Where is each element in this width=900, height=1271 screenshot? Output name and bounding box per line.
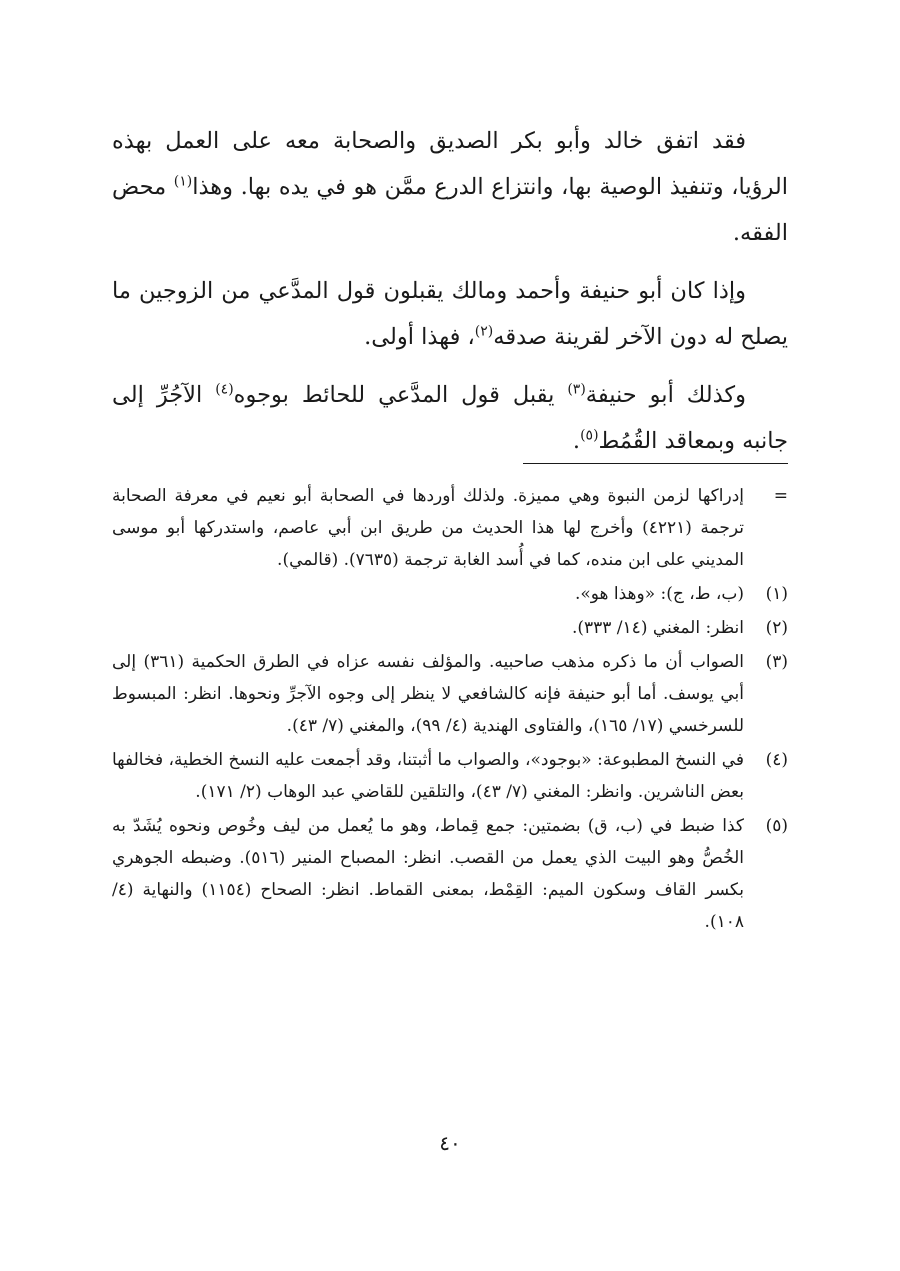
footnote-marker: (٢) <box>765 618 788 638</box>
paragraph-2-text: وإذا كان أبو حنيفة وأحمد ومالك يقبلون قول المدَّعي من الزوجين ما يصلح له دون الآخر لقرينة صدقه <box>112 278 788 350</box>
paragraph-3-part-c: الآجُرِّ إلى جانبه وبمعاقد القُمُط <box>112 382 788 454</box>
paragraph-1-tail: محض الفقه. <box>112 174 788 246</box>
footnote-continuation <box>112 480 788 576</box>
footnote-text: (ب، ط، ج): «وهذا هو». <box>574 584 744 604</box>
footnote-text: إدراكها لزمن النبوة وهي مميزة. ولذلك أوردها في الصحابة أبو نعيم في معرفة الصحابة ترجمة (٤٢٢١) وأخرج لها هذا الحديث من طريق ابن أبي عاصم، واستدركها أبو موسى المديني على ابن منده، كما في أُسد الغابة ترجمة (٧٦٣٥). (قالمي). <box>112 486 744 570</box>
footnote-text: الصواب أن ما ذكره مذهب صاحبيه. والمؤلف نفسه عزاه في الطرق الحكمية (٣٦١) إلى أبي يوسف. أما أبو حنيفة فإنه كالشافعي لا ينظر إلى وجوه الآجرِّ ونحوها. انظر: المبسوط للسرخسي (١٧/ ١٦٥)، والفتاوى الهندية (٤/ ٩٩)، والمغني (٧/ ٤٣). <box>112 652 745 736</box>
footnote-marker: (٤) <box>765 750 788 770</box>
footnote-ref-4: (٤) <box>215 381 234 398</box>
footnote-ref-3: (٣) <box>567 381 586 398</box>
footnote-1 <box>112 578 788 610</box>
footnote-ref-5: (٥) <box>580 427 599 444</box>
footnote-separator <box>523 463 788 464</box>
footnote-text: في النسخ المطبوعة: «بوجود»، والصواب ما أثبتنا، وقد أجمعت عليه النسخ الخطية، فخالفها بعض الناشرين. وانظر: المغني (٧/ ٤٣)، والتلقين للقاضي عبد الوهاب (٢/ ١٧١). <box>112 750 744 802</box>
page-number: ٤٠ <box>439 1131 461 1155</box>
main-text <box>112 118 788 464</box>
paragraph-1 <box>112 118 788 256</box>
paragraph-2-tail: ، فهذا أولى. <box>364 324 475 350</box>
footnote-marker: (٣) <box>765 652 788 672</box>
paragraph-1-text: فقد اتفق خالد وأبو بكر الصديق والصحابة معه على العمل بهذه الرؤيا، وتنفيذ الوصية بها، وانتزاع الدرع ممَّن هو في يده بها. وهذا <box>112 128 788 200</box>
footnote-marker: (١) <box>765 584 788 604</box>
footnote-text: انظر: المغني (١٤/ ٣٣٣). <box>571 618 744 638</box>
footnote-ref-2: (٢) <box>474 323 494 340</box>
footnote-text: كذا ضبط في (ب، ق) بضمتين: جمع قِماط، وهو ما يُعمل من ليف وخُوص ونحوه يُشَدّ به الخُصُّ وهو البيت الذي يعمل من القصب. انظر: المصباح المنير (٥١٦). وضبطه الجوهري بكسر القاف وسكون الميم: القِمْط، بمعنى القماط. انظر: الصحاح (١١٥٤) والنهاية (٤/ ١٠٨). <box>112 816 744 932</box>
paragraph-2 <box>112 268 788 360</box>
footnote-2 <box>112 612 788 644</box>
paragraph-3 <box>112 372 788 464</box>
paragraph-3-part-b: يقبل قول المدَّعي للحائط بوجوه <box>233 382 568 408</box>
paragraph-3-tail: . <box>572 428 581 454</box>
footnotes <box>112 480 788 940</box>
paragraph-3-part-a: وكذلك أبو حنيفة <box>585 382 746 408</box>
footnote-4 <box>112 744 788 808</box>
footnote-5 <box>112 810 788 938</box>
footnote-ref-1: (١) <box>173 173 193 190</box>
footnote-3 <box>112 646 788 742</box>
footnote-marker: = <box>773 486 788 506</box>
footnote-marker: (٥) <box>765 816 788 836</box>
